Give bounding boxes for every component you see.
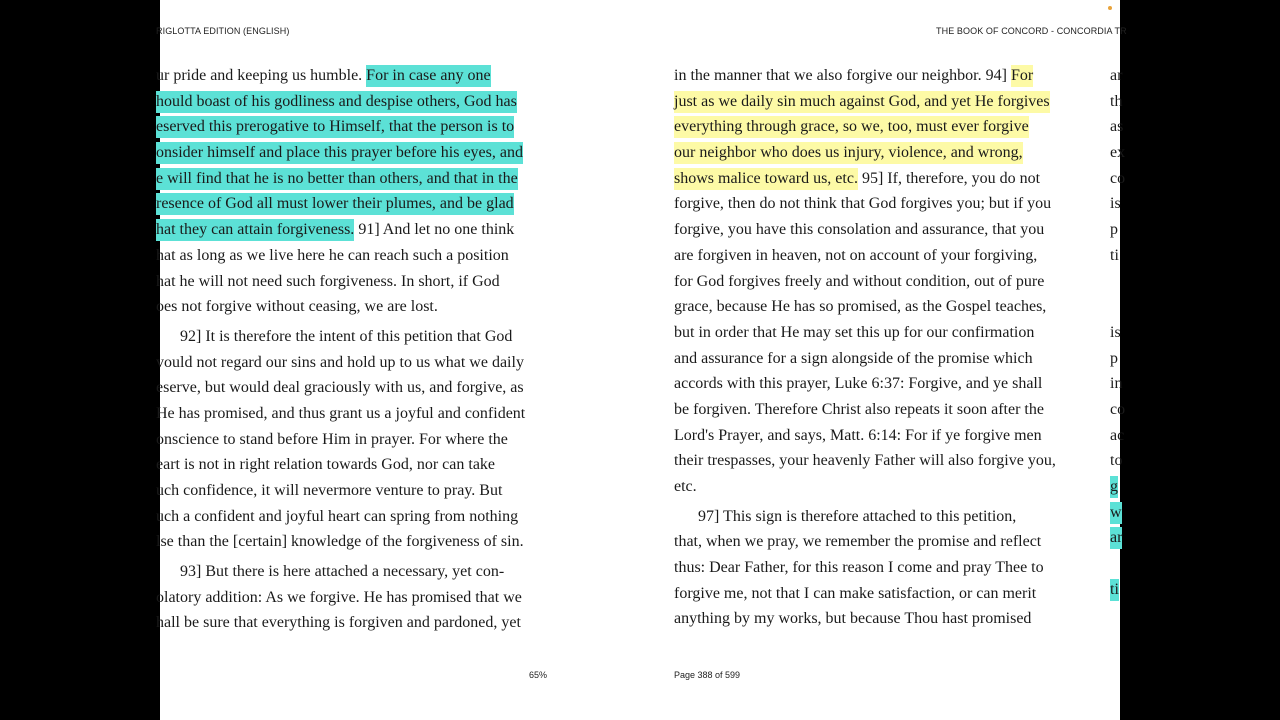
text-segment: 97] This sign is therefore attached to this petition,: [674, 507, 1017, 525]
book-reader-page[interactable]: [156, 0, 1127, 720]
text-line: [1110, 423, 1125, 449]
text-line: [156, 610, 525, 636]
text-line: [1110, 294, 1125, 320]
text-line: [674, 217, 1056, 243]
text-line: [156, 294, 525, 320]
text-line: [1110, 217, 1125, 243]
text-line: [156, 350, 525, 376]
text-segment: uch confidence, it will nevermore venture to pray. But: [156, 482, 503, 499]
left-running-header: RIGLOTTA EDITION (ENGLISH): [156, 26, 290, 36]
text-segment: thus: Dear Father, for this reason I come and pray Thee to: [674, 559, 1044, 577]
text-line: [156, 375, 525, 401]
text-line: [156, 89, 525, 115]
text-segment: their trespasses, your heavenly Father will also forgive you,: [674, 452, 1056, 470]
right-running-header: THE BOOK OF CONCORD - CONCORDIA TR: [936, 26, 1127, 36]
next-page-peek-text: [1110, 63, 1125, 602]
text-line: [674, 63, 1056, 89]
text-segment: oes not forgive without ceasing, we are lost.: [156, 298, 438, 316]
text-line: [156, 401, 525, 427]
text-line: [156, 191, 525, 217]
text-line: [1110, 114, 1125, 140]
text-line: [674, 397, 1056, 423]
peek-fragment: ti: [1110, 246, 1119, 264]
peek-fragment: p: [1110, 349, 1118, 367]
text-line: [1110, 551, 1125, 577]
text-segment: for God forgives freely and without condition, out of pure: [674, 272, 1045, 290]
text-segment: in the manner that we also forgive our neighbor. 94]: [674, 67, 1011, 84]
peek-fragment: is: [1110, 323, 1121, 341]
text-line: [674, 423, 1056, 449]
peek-fragment: th: [1110, 92, 1123, 110]
peek-fragment: co: [1110, 169, 1126, 187]
text-segment: that, when we pray, we remember the promise and reflect: [674, 533, 1042, 551]
highlighted-passage[interactable]: hould boast of his godliness and despise others, God has: [156, 91, 517, 113]
text-segment: ur pride and keeping us humble.: [156, 67, 367, 84]
text-segment: be forgiven. Therefore Christ also repeats it soon after the: [674, 400, 1044, 418]
text-line: [1110, 243, 1125, 269]
text-line: [1110, 346, 1125, 372]
highlighted-passage[interactable]: resence of God all must lower their plumes, and be glad: [156, 193, 514, 215]
text-line: [674, 581, 1056, 607]
text-line: [674, 448, 1056, 474]
text-line: [156, 559, 525, 585]
peek-fragment: is: [1110, 195, 1121, 213]
text-segment: forgive, then do not think that God forgives you; but if you: [674, 195, 1052, 213]
text-line: [674, 555, 1056, 581]
text-line: [1110, 577, 1125, 603]
text-line: [1110, 525, 1125, 551]
peek-fragment: in: [1110, 375, 1123, 393]
peek-fragment: ex: [1110, 144, 1126, 162]
text-line: [1110, 371, 1125, 397]
text-segment: and assurance for a sign alongside of the promise which: [674, 349, 1033, 367]
text-segment: grace, because He has so promised, as the Gospel teaches,: [674, 298, 1047, 316]
text-line: [156, 243, 525, 269]
text-line: [1110, 89, 1125, 115]
text-line: [156, 166, 525, 192]
peek-fragment: ti: [1110, 579, 1119, 601]
peek-fragment: ar: [1110, 527, 1122, 549]
highlighted-passage[interactable]: e will find that he is no better than others, and that in the: [156, 168, 518, 190]
text-line: [674, 243, 1056, 269]
text-line: [674, 89, 1056, 115]
text-line: [156, 324, 525, 350]
text-line: [674, 294, 1056, 320]
peek-fragment: as: [1110, 118, 1124, 136]
text-line: [674, 504, 1056, 530]
text-line: [156, 140, 525, 166]
text-segment: uch a confident and joyful heart can spring from nothing: [156, 507, 519, 525]
text-segment: vould not regard our sins and hold up to us what we daily: [156, 353, 524, 371]
text-segment: eart is not in right relation towards God, nor can take: [156, 456, 496, 474]
text-segment: hat as long as we live here he can reach such a position: [156, 246, 509, 264]
text-segment: forgive me, not that I can make satisfaction, or can merit: [674, 584, 1037, 602]
text-line: [1110, 474, 1125, 500]
highlighted-passage[interactable]: For: [1011, 65, 1033, 87]
highlighted-passage[interactable]: shows malice toward us, etc.: [674, 168, 858, 190]
highlighted-passage[interactable]: eserved this prerogative to Himself, that the person is to: [156, 116, 514, 138]
text-line: [156, 529, 525, 555]
text-line: [674, 166, 1056, 192]
text-segment: but in order that He may set this up for our confirmation: [674, 323, 1035, 341]
text-segment: forgive, you have this consolation and assurance, that you: [674, 221, 1045, 239]
text-segment: etc.: [674, 478, 697, 495]
text-line: [156, 452, 525, 478]
text-line: [156, 269, 525, 295]
text-line: [674, 606, 1056, 632]
text-line: [674, 114, 1056, 140]
peek-fragment: w: [1110, 502, 1122, 524]
right-page-text[interactable]: [674, 63, 1056, 632]
text-segment: onscience to stand before Him in prayer. For where the: [156, 430, 508, 448]
text-segment: lse than the [certain] knowledge of the forgiveness of sin.: [156, 533, 524, 551]
text-line: [156, 114, 525, 140]
text-segment: 92] It is therefore the intent of this petition that God: [156, 327, 513, 345]
text-line: [1110, 320, 1125, 346]
text-line: [674, 371, 1056, 397]
text-line: [1110, 63, 1125, 89]
text-segment: are forgiven in heaven, not on account of your forgiving,: [674, 246, 1038, 264]
text-line: [1110, 166, 1125, 192]
text-line: [156, 504, 525, 530]
left-page-text[interactable]: [156, 63, 525, 636]
text-line: [674, 140, 1056, 166]
highlighted-passage[interactable]: onsider himself and place this prayer before his eyes, and: [156, 142, 523, 164]
text-line: [1110, 448, 1125, 474]
text-line: [1110, 140, 1125, 166]
text-segment: olatory addition: As we forgive. He has promised that we: [156, 588, 522, 606]
text-line: [156, 217, 525, 243]
highlighted-passage[interactable]: For in case any one: [366, 65, 490, 87]
text-segment: 95] If, therefore, you do not: [857, 169, 1041, 187]
text-segment: eserve, but would deal graciously with us, and forgive, as: [156, 379, 524, 397]
text-segment: 93] But there is here attached a necessary, yet con-: [156, 563, 505, 581]
text-line: [156, 427, 525, 453]
text-line: [674, 191, 1056, 217]
peek-fragment: co: [1110, 400, 1126, 418]
text-segment: Lord's Prayer, and says, Matt. 6:14: For if ye forgive men: [674, 426, 1042, 444]
text-segment: anything by my works, but because Thou hast promised: [674, 610, 1032, 628]
peek-fragment: g: [1110, 476, 1118, 498]
highlighted-passage[interactable]: hat they can attain forgiveness.: [156, 219, 354, 241]
text-line: [1110, 269, 1125, 295]
text-segment: 91] And let no one think: [354, 221, 515, 239]
reading-progress: 65%: [529, 670, 548, 680]
peek-fragment: p: [1110, 221, 1118, 239]
status-dot: [1108, 6, 1112, 10]
text-line: [1110, 500, 1125, 526]
text-line: [1110, 191, 1125, 217]
highlighted-passage[interactable]: our neighbor who does us injury, violence, and wrong,: [674, 142, 1023, 164]
highlighted-passage[interactable]: everything through grace, so we, too, must ever forgive: [674, 116, 1029, 138]
text-line: [156, 478, 525, 504]
text-line: [1110, 397, 1125, 423]
page-number: Page 388 of 599: [674, 670, 741, 680]
text-segment: accords with this prayer, Luke 6:37: Forgive, and ye shall: [674, 375, 1043, 393]
text-line: [156, 63, 525, 89]
text-line: [674, 320, 1056, 346]
text-line: [156, 585, 525, 611]
peek-fragment: to: [1110, 452, 1123, 470]
text-segment: hall be sure that everything is forgiven and pardoned, yet: [156, 614, 521, 632]
text-line: [674, 529, 1056, 555]
peek-fragment: ac: [1110, 426, 1125, 444]
text-segment: hat he will not need such forgiveness. In short, if God: [156, 272, 500, 290]
text-line: [674, 474, 1056, 500]
peek-fragment: ar: [1110, 67, 1123, 84]
text-line: [674, 269, 1056, 295]
highlighted-passage[interactable]: just as we daily sin much against God, and yet He forgives: [674, 91, 1050, 113]
text-line: [674, 346, 1056, 372]
text-segment: He has promised, and thus grant us a joyful and confident: [156, 404, 526, 422]
